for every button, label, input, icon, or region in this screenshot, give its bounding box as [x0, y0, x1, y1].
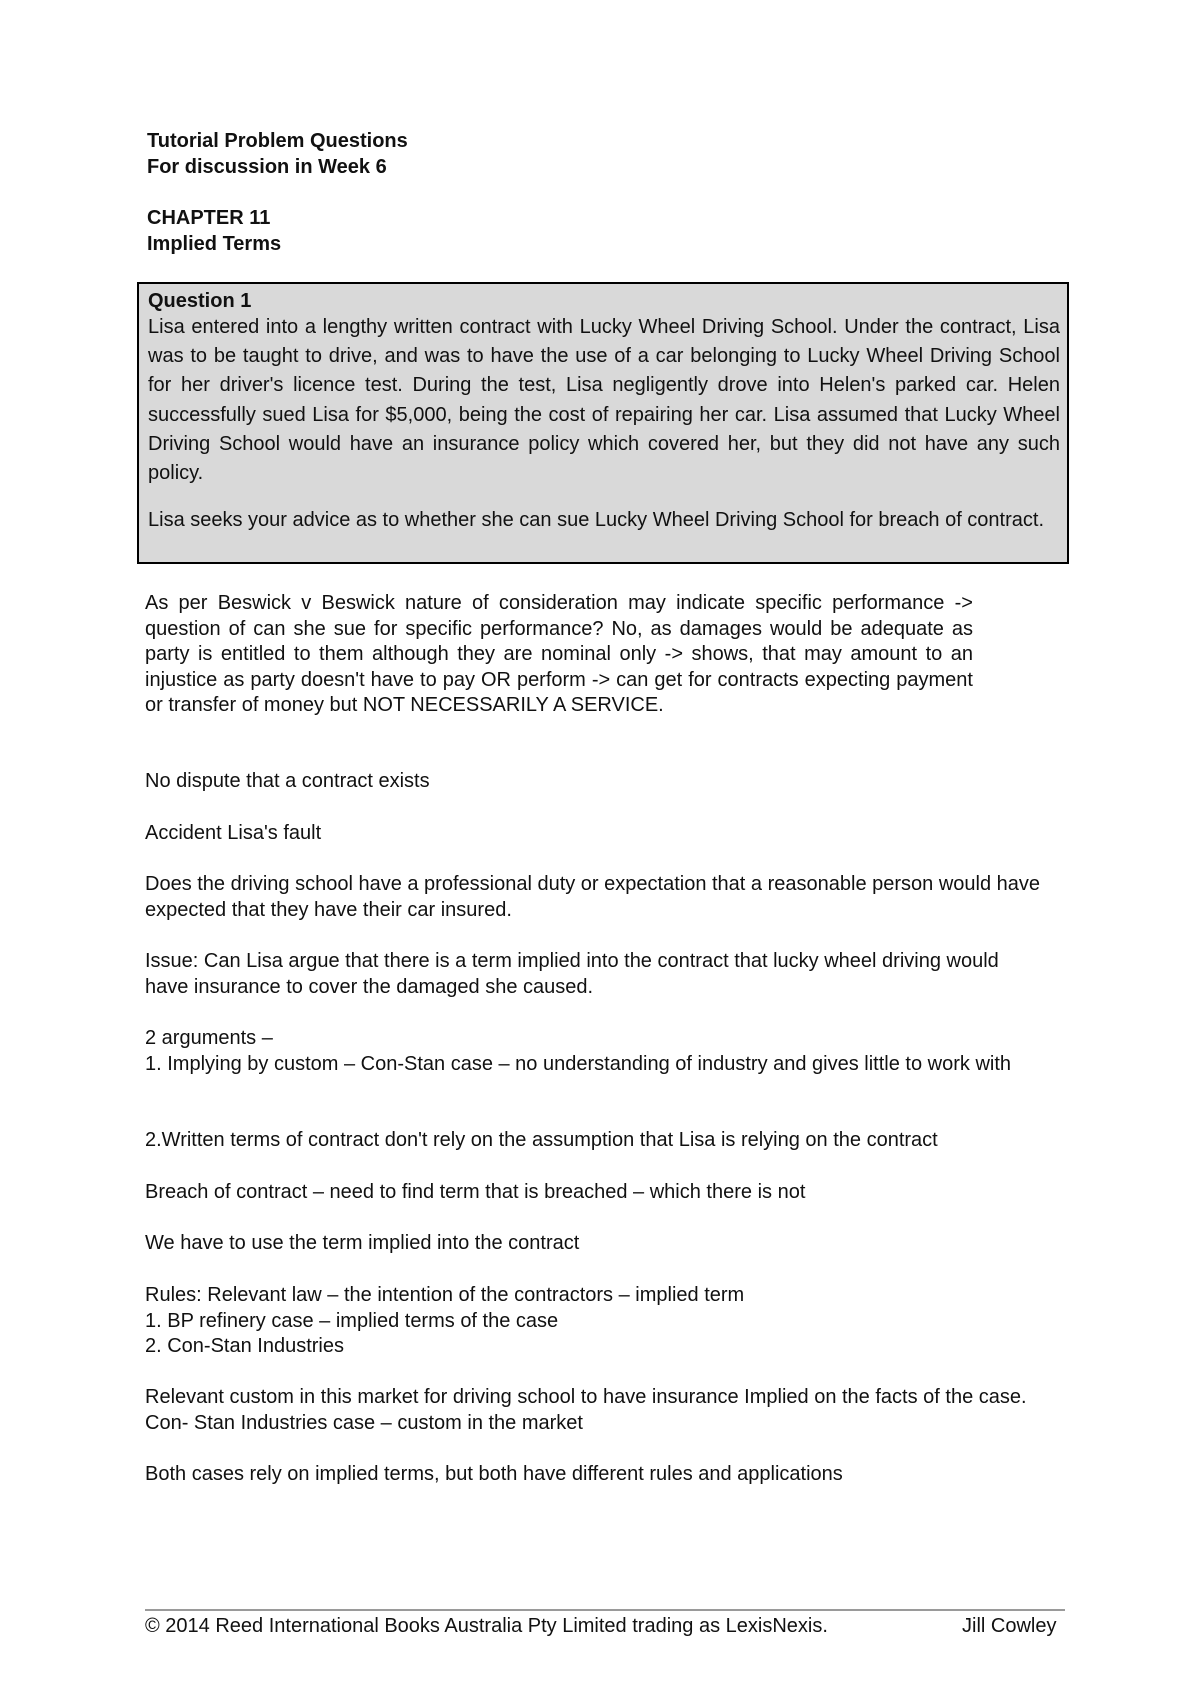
note-accident-fault: Accident Lisa's fault — [145, 822, 322, 844]
footer-copyright: © 2014 Reed International Books Australia Pty Limited trading as LexisNexis. — [145, 1615, 828, 1637]
question-paragraph-facts: Lisa entered into a lengthy written contract with Lucky Wheel Driving School. Under the contract, Lisa was to be taught to drive, and was to have the use of a car belonging to Lucky Wheel Driving School for her driver's licence test. During the test, Lisa negligently drove into Helen's parked car. Helen successfully sued Lisa for $5,000, being the cost of repairing her car. Lisa assumed that Lucky Wheel Driving School would have an insurance policy which covered her, but they did not have any such policy. — [148, 316, 1060, 485]
note-arguments — [145, 1026, 1045, 1077]
note-beswick: As per Beswick v Beswick nature of consideration may indicate specific performance -> question of can she sue for specific performance? No, as damages would be adequate as party is entitled to them although they are nominal only -> shows, that may amount to an injustice as party doesn't have to pay OR perform -> can get for contracts expecting payment or transfer of money but NOT NECESSARILY A SERVICE. — [145, 592, 973, 716]
note-rules — [145, 1283, 1045, 1360]
chapter-heading: CHAPTER 11 — [147, 207, 271, 229]
note-contract-exists: No dispute that a contract exists — [145, 770, 430, 792]
note-breach: Breach of contract – need to find term that is breached – which there is not — [145, 1181, 806, 1203]
note-professional-duty: Does the driving school have a professional duty or expectation that a reasonable person would have expected that they have their car insured. — [145, 873, 1041, 921]
arguments-heading: 2 arguments – — [145, 1027, 273, 1049]
rule-1: 1. BP refinery case – implied terms of the case — [145, 1309, 559, 1332]
tutorial-heading: Tutorial Problem Questions — [147, 130, 408, 152]
question-box — [137, 282, 1069, 564]
question-title: Question 1 — [148, 290, 252, 312]
footer-divider — [145, 1609, 1065, 1611]
question-paragraph-advice: Lisa seeks your advice as to whether she can sue Lucky Wheel Driving School for breach of contract. — [148, 509, 1045, 531]
topic-heading: Implied Terms — [147, 233, 282, 255]
argument-1: 1. Implying by custom – Con-Stan case – no understanding of industry and gives little to work with — [145, 1052, 1012, 1075]
note-both-cases: Both cases rely on implied terms, but both have different rules and applications — [145, 1463, 843, 1485]
note-issue: Issue: Can Lisa argue that there is a term implied into the contract that lucky wheel driving would have insurance to cover the damaged she caused. — [145, 950, 999, 998]
argument-2: 2.Written terms of contract don't rely on the assumption that Lisa is relying on the contract — [145, 1129, 938, 1151]
rules-heading: Rules: Relevant law – the intention of the contractors – implied term — [145, 1284, 745, 1306]
discussion-week-heading: For discussion in Week 6 — [147, 156, 387, 178]
footer-author: Jill Cowley — [962, 1615, 1057, 1637]
rule-2: 2. Con-Stan Industries — [145, 1335, 344, 1357]
note-relevant-custom: Relevant custom in this market for driving school to have insurance Implied on the facts of the case. Con- Stan Industries case – custom in the market — [145, 1386, 1027, 1434]
note-implied-term: We have to use the term implied into the contract — [145, 1232, 580, 1254]
